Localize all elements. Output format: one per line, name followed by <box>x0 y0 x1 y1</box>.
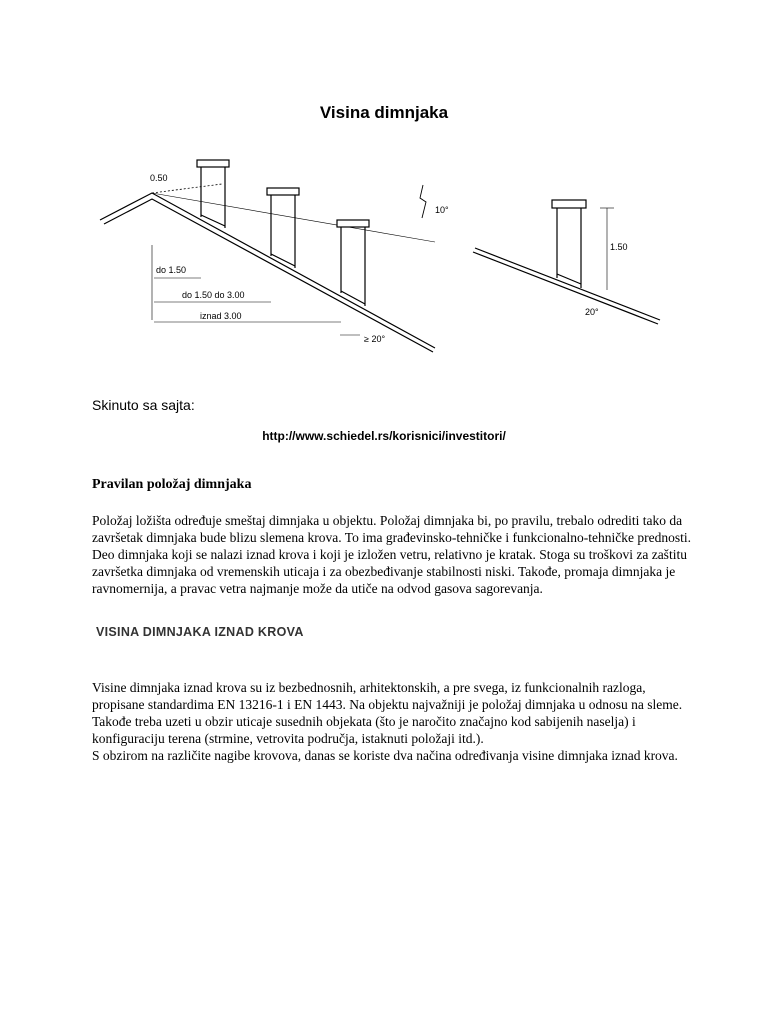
angle-label: 10° <box>435 205 449 215</box>
slope-label-left: ≥ 20° <box>364 334 386 344</box>
source-link[interactable]: http://www.schiedel.rs/korisnici/investitori/ <box>262 429 506 443</box>
page-title: Visina dimnjaka <box>319 103 449 122</box>
paragraph-3: S obzirom na različite nagibe krovova, danas se koriste dva načina određivanja visine dimnjaka iznad krova. <box>92 748 678 763</box>
dimension-label-1: do 1.50 <box>156 265 187 275</box>
paragraph-2-block <box>92 679 692 764</box>
dimension-label-3: iznad 3.00 <box>200 311 242 321</box>
section-title: Pravilan položaj dimnjaka <box>92 477 252 492</box>
clearance-label: 0.50 <box>150 173 168 183</box>
height-label-right: 1.50 <box>610 242 628 252</box>
section-heading-caps: VISINA DIMNJAKA IZNAD KROVA <box>96 625 304 639</box>
dimension-label-2: do 1.50 do 3.00 <box>182 290 245 300</box>
paragraph-1: Položaj ložišta određuje smeštaj dimnjaka u objektu. Položaj dimnjaka bi, po pravilu, trebalo odrediti tako da završetak dimnjaka bude blizu slemena krova. To ima građevinsko-tehničke i funkcionalno-tehničke prednosti. Deo dimnjaka koji se nalazi iznad krova i koji je izložen vetru, relativno je kratak. Stoga su troškovi za zaštitu završetka dimnjaka od vremenskih uticaja i za obezbeđivanje stabilnosti niski. Takođe, promaja dimnjaka je ravnomernija, a pravac vetra najmanje može da utiče na odvod gasova sagorevanja. <box>92 513 691 596</box>
chimney-height-diagram <box>90 150 680 360</box>
paragraph-2: Visine dimnjaka iznad krova su iz bezbednosnih, arhitektonskih, a pre svega, iz funkcionalnih razloga, propisane standardima EN 13216-1 i EN 1443. Na objektu najvažniji je položaj dimnjaka u odnosu na sleme. Takođe treba uzeti u obzir uticaje susednih objekata (što je naročito značajno kod sabijenih naselja) i konfiguraciju terena (strmine, vetrovita područja, istaknuti položaji itd.). <box>92 680 683 746</box>
source-label: Skinuto sa sajta: <box>92 397 195 413</box>
slope-label-right: 20° <box>585 307 599 317</box>
